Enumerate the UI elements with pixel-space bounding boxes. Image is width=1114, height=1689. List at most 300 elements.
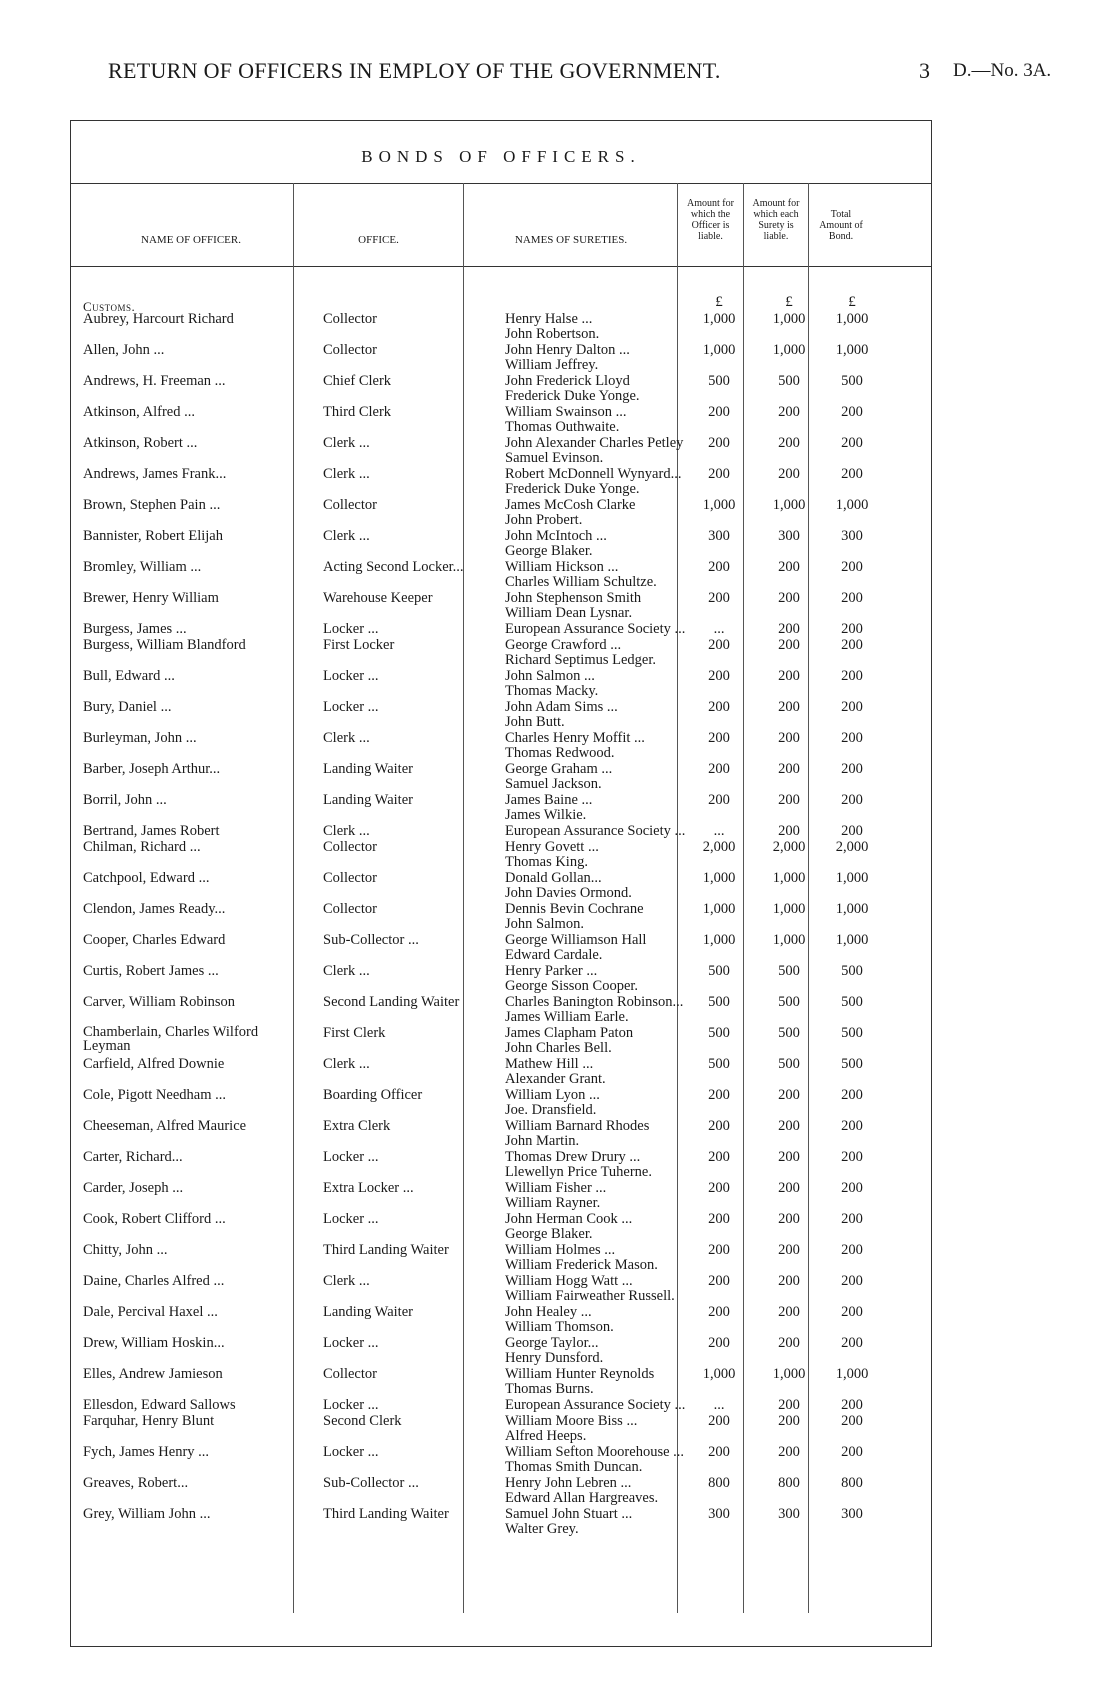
surety-secondary: Frederick Duke Yonge. xyxy=(505,481,640,497)
officer-name: Cheeseman, Alfred Maurice xyxy=(83,1118,247,1134)
surety-secondary: George Sisson Cooper. xyxy=(505,978,639,994)
office: Collector xyxy=(323,870,377,886)
officer-name: Grey, William John ... xyxy=(83,1506,211,1522)
officer-name: Carfield, Alfred Downie xyxy=(83,1056,225,1072)
officer-name: Bannister, Robert Elijah xyxy=(83,528,223,544)
surety-primary: George Williamson Hall xyxy=(505,932,647,948)
bond-total: 500 xyxy=(841,373,863,389)
surety-primary: European Assurance Society ... xyxy=(505,621,686,637)
office: Third Clerk xyxy=(323,404,392,420)
officer-liability: 200 xyxy=(708,590,730,606)
office: Clerk ... xyxy=(323,823,370,839)
surety-secondary: William Jeffrey. xyxy=(505,357,599,373)
surety-secondary: John Butt. xyxy=(505,714,565,730)
page-title: RETURN OF OFFICERS IN EMPLOY OF THE GOVERNMENT. xyxy=(108,58,721,83)
surety-secondary: Richard Septimus Ledger. xyxy=(505,652,657,668)
officer-liability: 200 xyxy=(708,435,730,451)
surety-primary: James Baine ... xyxy=(505,792,593,808)
officer-liability: ... xyxy=(713,823,725,839)
table-row xyxy=(71,559,931,592)
table-row xyxy=(71,1475,931,1508)
surety-secondary: William Frederick Mason. xyxy=(505,1257,658,1273)
officer-name: Bertrand, James Robert xyxy=(83,823,220,839)
bond-total: 200 xyxy=(841,1242,863,1258)
surety-liability: 200 xyxy=(778,1242,800,1258)
surety-primary: James Clapham Paton xyxy=(505,1025,634,1041)
surety-secondary: Alexander Grant. xyxy=(505,1071,606,1087)
bond-total: 200 xyxy=(841,1273,863,1289)
office: Extra Clerk xyxy=(323,1118,391,1134)
surety-secondary: John Salmon. xyxy=(505,916,584,932)
office: Clerk ... xyxy=(323,963,370,979)
surety-primary: John McIntoch ... xyxy=(505,528,607,544)
surety-secondary: Walter Grey. xyxy=(505,1521,579,1537)
bond-total: 200 xyxy=(841,730,863,746)
surety-secondary: John Probert. xyxy=(505,512,583,528)
officer-name: Borril, John ... xyxy=(83,792,167,808)
officer-name: Carter, Richard... xyxy=(83,1149,183,1165)
table-row xyxy=(71,497,931,530)
office: Landing Waiter xyxy=(323,1304,413,1320)
office: Collector xyxy=(323,311,377,327)
office: Collector xyxy=(323,342,377,358)
header-divider xyxy=(71,266,931,267)
surety-primary: William Hogg Watt ... xyxy=(505,1273,633,1289)
bond-total: 200 xyxy=(841,699,863,715)
office: Acting Second Locker... xyxy=(323,559,464,575)
office: Locker ... xyxy=(323,1211,379,1227)
page-header xyxy=(0,58,1114,88)
officer-name: Dale, Percival Haxel ... xyxy=(83,1304,218,1320)
bond-total: 1,000 xyxy=(835,932,869,948)
bond-total: 200 xyxy=(841,1180,863,1196)
table-row xyxy=(71,1087,931,1120)
table-row xyxy=(71,1211,931,1244)
office: Third Landing Waiter xyxy=(323,1506,449,1522)
surety-primary: Donald Gollan... xyxy=(505,870,602,886)
bond-total: 300 xyxy=(841,528,863,544)
surety-primary: John Salmon ... xyxy=(505,668,595,684)
surety-primary: Henry Parker ... xyxy=(505,963,598,979)
surety-secondary: William Rayner. xyxy=(505,1195,601,1211)
bond-total: 1,000 xyxy=(835,311,869,327)
officer-liability: 1,000 xyxy=(702,497,736,513)
office: Locker ... xyxy=(323,699,379,715)
bond-total: 200 xyxy=(841,1304,863,1320)
officer-liability: 500 xyxy=(708,1025,730,1041)
surety-primary: Thomas Drew Drury ... xyxy=(505,1149,641,1165)
bond-total: 200 xyxy=(841,823,863,839)
surety-primary: Mathew Hill ... xyxy=(505,1056,594,1072)
surety-primary: Henry Govett ... xyxy=(505,839,599,855)
surety-liability: 200 xyxy=(778,1273,800,1289)
surety-liability: 1,000 xyxy=(772,497,806,513)
bond-total: 1,000 xyxy=(835,1366,869,1382)
table-row xyxy=(71,1413,931,1446)
surety-secondary: Edward Allan Hargreaves. xyxy=(505,1490,659,1506)
table-row xyxy=(71,1366,931,1399)
bond-total: 200 xyxy=(841,1149,863,1165)
bond-total: 200 xyxy=(841,590,863,606)
officer-liability: 1,000 xyxy=(702,870,736,886)
surety-primary: William Hunter Reynolds xyxy=(505,1366,655,1382)
surety-secondary: James William Earle. xyxy=(505,1009,629,1025)
officer-name: Brown, Stephen Pain ... xyxy=(83,497,221,513)
officer-name: Greaves, Robert... xyxy=(83,1475,189,1491)
office: Clerk ... xyxy=(323,1056,370,1072)
officer-name: Catchpool, Edward ... xyxy=(83,870,210,886)
header-surety-amount: Amount for which each Surety is liable. xyxy=(752,198,800,242)
surety-secondary: Llewellyn Price Tuherne. xyxy=(505,1164,652,1180)
officer-liability: 1,000 xyxy=(702,932,736,948)
header-total: Total Amount of Bond. xyxy=(819,209,863,242)
bond-total: 800 xyxy=(841,1475,863,1491)
bond-total: 500 xyxy=(841,1056,863,1072)
surety-liability: 200 xyxy=(778,559,800,575)
surety-secondary: Joe. Dransfield. xyxy=(505,1102,597,1118)
table-row xyxy=(71,870,931,903)
officer-liability: 500 xyxy=(708,994,730,1010)
surety-liability: 200 xyxy=(778,761,800,777)
bond-total: 1,000 xyxy=(835,901,869,917)
officer-liability: 1,000 xyxy=(702,901,736,917)
surety-liability: 200 xyxy=(778,1444,800,1460)
officer-liability: 500 xyxy=(708,373,730,389)
header-name: NAME OF OFFICER. xyxy=(141,234,241,246)
table-row xyxy=(71,1149,931,1182)
surety-liability: 200 xyxy=(778,1180,800,1196)
surety-liability: 200 xyxy=(778,590,800,606)
surety-secondary: William Fairweather Russell. xyxy=(505,1288,675,1304)
surety-primary: John Herman Cook ... xyxy=(505,1211,633,1227)
surety-primary: George Crawford ... xyxy=(505,637,622,653)
table-row xyxy=(71,730,931,763)
surety-liability: 500 xyxy=(778,373,800,389)
surety-secondary: John Charles Bell. xyxy=(505,1040,612,1056)
office: Warehouse Keeper xyxy=(323,590,433,606)
bond-total: 200 xyxy=(841,792,863,808)
surety-secondary: John Davies Ormond. xyxy=(505,885,632,901)
office: Locker ... xyxy=(323,1335,379,1351)
officer-liability: 200 xyxy=(708,1118,730,1134)
officer-liability: 200 xyxy=(708,637,730,653)
table-row xyxy=(71,311,931,344)
surety-liability: 200 xyxy=(778,637,800,653)
office: Chief Clerk xyxy=(323,373,392,389)
officer-liability: 200 xyxy=(708,792,730,808)
currency-symbol: £ xyxy=(715,294,723,310)
officer-liability: ... xyxy=(713,621,725,637)
surety-liability: 2,000 xyxy=(772,839,806,855)
officer-name: Andrews, H. Freeman ... xyxy=(83,373,226,389)
bond-total: 200 xyxy=(841,761,863,777)
officer-liability: 200 xyxy=(708,1413,730,1429)
office: Second Landing Waiter xyxy=(323,994,460,1010)
bond-total: 1,000 xyxy=(835,870,869,886)
surety-primary: William Swainson ... xyxy=(505,404,627,420)
office: Extra Locker ... xyxy=(323,1180,414,1196)
office: Sub-Collector ... xyxy=(323,932,419,948)
table-row xyxy=(71,839,931,872)
surety-liability: 1,000 xyxy=(772,932,806,948)
officer-name: Burgess, James ... xyxy=(83,621,187,637)
table-row xyxy=(71,761,931,794)
office: Collector xyxy=(323,839,377,855)
surety-liability: 800 xyxy=(778,1475,800,1491)
surety-primary: John Stephenson Smith xyxy=(505,590,642,606)
officer-liability: 300 xyxy=(708,528,730,544)
officer-liability: 200 xyxy=(708,559,730,575)
table-row xyxy=(71,1118,931,1151)
bond-total: 500 xyxy=(841,994,863,1010)
surety-secondary: Frederick Duke Yonge. xyxy=(505,388,640,404)
surety-secondary: John Martin. xyxy=(505,1133,580,1149)
bond-total: 200 xyxy=(841,435,863,451)
table-row xyxy=(71,792,931,825)
table-row xyxy=(71,1056,931,1089)
officer-liability: 200 xyxy=(708,1149,730,1165)
officer-name: Burgess, William Blandford xyxy=(83,637,246,653)
surety-liability: 200 xyxy=(778,1304,800,1320)
bonds-table xyxy=(70,120,932,1647)
header-sureties: NAMES OF SURETIES. xyxy=(514,234,628,246)
office: Locker ... xyxy=(323,621,379,637)
officer-liability: 1,000 xyxy=(702,1366,736,1382)
office: Locker ... xyxy=(323,1149,379,1165)
officer-name: Drew, William Hoskin... xyxy=(83,1335,225,1351)
bond-total: 200 xyxy=(841,1397,863,1413)
officer-name: Carver, William Robinson xyxy=(83,994,236,1010)
officer-liability: 500 xyxy=(708,963,730,979)
surety-liability: 500 xyxy=(778,963,800,979)
surety-liability: 200 xyxy=(778,1149,800,1165)
officer-name: Elles, Andrew Jamieson xyxy=(83,1366,223,1382)
surety-liability: 200 xyxy=(778,621,800,637)
surety-liability: 200 xyxy=(778,1118,800,1134)
officer-liability: 200 xyxy=(708,699,730,715)
office: Collector xyxy=(323,497,377,513)
bond-total: 2,000 xyxy=(835,839,869,855)
surety-secondary: George Blaker. xyxy=(505,543,593,559)
surety-primary: Charles Henry Moffit ... xyxy=(505,730,645,746)
officer-name: Farquhar, Henry Blunt xyxy=(83,1413,215,1429)
surety-liability: 200 xyxy=(778,435,800,451)
officer-name: Daine, Charles Alfred ... xyxy=(83,1273,225,1289)
bond-total: 500 xyxy=(841,963,863,979)
table-row xyxy=(71,404,931,437)
surety-secondary: George Blaker. xyxy=(505,1226,593,1242)
surety-primary: James McCosh Clarke xyxy=(505,497,636,513)
surety-primary: John Henry Dalton ... xyxy=(505,342,630,358)
bond-total: 200 xyxy=(841,466,863,482)
officer-liability: 200 xyxy=(708,1180,730,1196)
header-officer-amount: Amount for which the Officer is liable. xyxy=(687,198,734,242)
surety-liability: 200 xyxy=(778,466,800,482)
surety-primary: Henry John Lebren ... xyxy=(505,1475,632,1491)
surety-secondary: Thomas Macky. xyxy=(505,683,599,699)
officer-name: Cole, Pigott Needham ... xyxy=(83,1087,226,1103)
officer-name: Chitty, John ... xyxy=(83,1242,168,1258)
officer-name: Carder, Joseph ... xyxy=(83,1180,184,1196)
bond-total: 200 xyxy=(841,1444,863,1460)
surety-secondary: Thomas Smith Duncan. xyxy=(505,1459,643,1475)
surety-primary: Robert McDonnell Wynyard... xyxy=(505,466,682,482)
officer-name: Bromley, William ... xyxy=(83,559,202,575)
office: Locker ... xyxy=(323,1397,379,1413)
surety-liability: 200 xyxy=(778,823,800,839)
table-row xyxy=(71,963,931,996)
surety-primary: William Fisher ... xyxy=(505,1180,607,1196)
officer-name: Aubrey, Harcourt Richard xyxy=(83,311,234,327)
officer-name: Allen, John ... xyxy=(83,342,165,358)
surety-liability: 200 xyxy=(778,699,800,715)
table-row xyxy=(71,528,931,561)
officer-liability: 800 xyxy=(708,1475,730,1491)
officer-name: Atkinson, Alfred ... xyxy=(83,404,195,420)
officer-name: Chamberlain, Charles Wilford Leyman xyxy=(83,1025,259,1053)
officer-name: Andrews, James Frank... xyxy=(83,466,227,482)
officer-name: Fych, James Henry ... xyxy=(83,1444,210,1460)
bond-total: 200 xyxy=(841,1413,863,1429)
table-row xyxy=(71,342,931,375)
table-row xyxy=(71,1025,931,1058)
officer-liability: 300 xyxy=(708,1506,730,1522)
surety-secondary: Thomas King. xyxy=(505,854,588,870)
officer-name: Barber, Joseph Arthur... xyxy=(83,761,221,777)
surety-liability: 500 xyxy=(778,1025,800,1041)
table-row xyxy=(71,466,931,499)
table-row xyxy=(71,373,931,406)
officer-liability: 1,000 xyxy=(702,342,736,358)
table-title: BONDS OF OFFICERS. xyxy=(361,147,641,166)
office: Boarding Officer xyxy=(323,1087,423,1103)
officer-liability: 200 xyxy=(708,730,730,746)
surety-liability: 200 xyxy=(778,1335,800,1351)
surety-liability: 200 xyxy=(778,1413,800,1429)
officer-liability: 500 xyxy=(708,1056,730,1072)
surety-primary: William Barnard Rhodes xyxy=(505,1118,650,1134)
surety-liability: 500 xyxy=(778,1056,800,1072)
table-row xyxy=(71,901,931,934)
officer-name: Curtis, Robert James ... xyxy=(83,963,219,979)
surety-secondary: Edward Cardale. xyxy=(505,947,603,963)
table-row xyxy=(71,1304,931,1337)
surety-liability: 1,000 xyxy=(772,870,806,886)
table-row xyxy=(71,1335,931,1368)
bond-total: 200 xyxy=(841,637,863,653)
officer-name: Cook, Robert Clifford ... xyxy=(83,1211,226,1227)
officer-liability: 200 xyxy=(708,404,730,420)
surety-primary: Henry Halse ... xyxy=(505,311,593,327)
table-row xyxy=(71,1242,931,1275)
surety-primary: John Adam Sims ... xyxy=(505,699,618,715)
officer-name: Clendon, James Ready... xyxy=(83,901,226,917)
table-row xyxy=(71,1444,931,1477)
officer-liability: 200 xyxy=(708,1444,730,1460)
bond-total: 300 xyxy=(841,1506,863,1522)
surety-liability: 200 xyxy=(778,730,800,746)
bond-total: 200 xyxy=(841,1335,863,1351)
office: Clerk ... xyxy=(323,1273,370,1289)
table-row xyxy=(71,1506,931,1539)
title-divider xyxy=(71,183,931,184)
page-number: 3 xyxy=(919,58,930,83)
bond-total: 1,000 xyxy=(835,497,869,513)
officer-name: Bull, Edward ... xyxy=(83,668,175,684)
surety-liability: 200 xyxy=(778,1397,800,1413)
surety-primary: William Lyon ... xyxy=(505,1087,600,1103)
surety-primary: George Graham ... xyxy=(505,761,613,777)
surety-liability: 500 xyxy=(778,994,800,1010)
office: Clerk ... xyxy=(323,466,370,482)
surety-liability: 1,000 xyxy=(772,1366,806,1382)
officer-liability: 200 xyxy=(708,1211,730,1227)
surety-liability: 200 xyxy=(778,404,800,420)
surety-primary: Dennis Bevin Cochrane xyxy=(505,901,644,917)
officer-name: Cooper, Charles Edward xyxy=(83,932,226,948)
bond-total: 200 xyxy=(841,559,863,575)
officer-name: Bury, Daniel ... xyxy=(83,699,172,715)
office: First Locker xyxy=(323,637,395,653)
office: First Clerk xyxy=(323,1025,386,1041)
office: Landing Waiter xyxy=(323,761,413,777)
header-office: OFFICE. xyxy=(358,234,399,246)
bond-total: 200 xyxy=(841,1087,863,1103)
officer-liability: 2,000 xyxy=(702,839,736,855)
table-row xyxy=(71,994,931,1027)
surety-secondary: Thomas Redwood. xyxy=(505,745,615,761)
surety-secondary: Samuel Jackson. xyxy=(505,776,602,792)
surety-liability: 200 xyxy=(778,792,800,808)
surety-primary: William Holmes ... xyxy=(505,1242,616,1258)
surety-liability: 1,000 xyxy=(772,311,806,327)
surety-primary: European Assurance Society ... xyxy=(505,823,686,839)
table-row xyxy=(71,699,931,732)
surety-secondary: William Thomson. xyxy=(505,1319,614,1335)
office: Sub-Collector ... xyxy=(323,1475,419,1491)
officer-liability: 200 xyxy=(708,1087,730,1103)
bond-total: 200 xyxy=(841,1211,863,1227)
officer-name: Chilman, Richard ... xyxy=(83,839,201,855)
surety-liability: 1,000 xyxy=(772,342,806,358)
surety-liability: 300 xyxy=(778,1506,800,1522)
surety-secondary: Alfred Heeps. xyxy=(505,1428,587,1444)
surety-primary: Samuel John Stuart ... xyxy=(505,1506,633,1522)
currency-symbol: £ xyxy=(848,294,856,310)
office: Collector xyxy=(323,1366,377,1382)
surety-primary: William Sefton Moorehouse ... xyxy=(505,1444,685,1460)
section-heading: Customs. xyxy=(83,299,136,314)
officer-name: Burleyman, John ... xyxy=(83,730,197,746)
table-row xyxy=(71,1180,931,1213)
surety-primary: John Alexander Charles Petley xyxy=(505,435,684,451)
table-row xyxy=(71,1273,931,1306)
officer-name: Ellesdon, Edward Sallows xyxy=(83,1397,236,1413)
surety-liability: 300 xyxy=(778,528,800,544)
table-row xyxy=(71,637,931,670)
surety-liability: 200 xyxy=(778,668,800,684)
office: Clerk ... xyxy=(323,435,370,451)
officer-liability: ... xyxy=(713,1397,725,1413)
officer-liability: 1,000 xyxy=(702,311,736,327)
officer-liability: 200 xyxy=(708,1335,730,1351)
surety-secondary: William Dean Lysnar. xyxy=(505,605,633,621)
bond-total: 200 xyxy=(841,1118,863,1134)
office: Clerk ... xyxy=(323,730,370,746)
office: Clerk ... xyxy=(323,528,370,544)
officer-name: Brewer, Henry William xyxy=(83,590,219,606)
bond-total: 200 xyxy=(841,621,863,637)
